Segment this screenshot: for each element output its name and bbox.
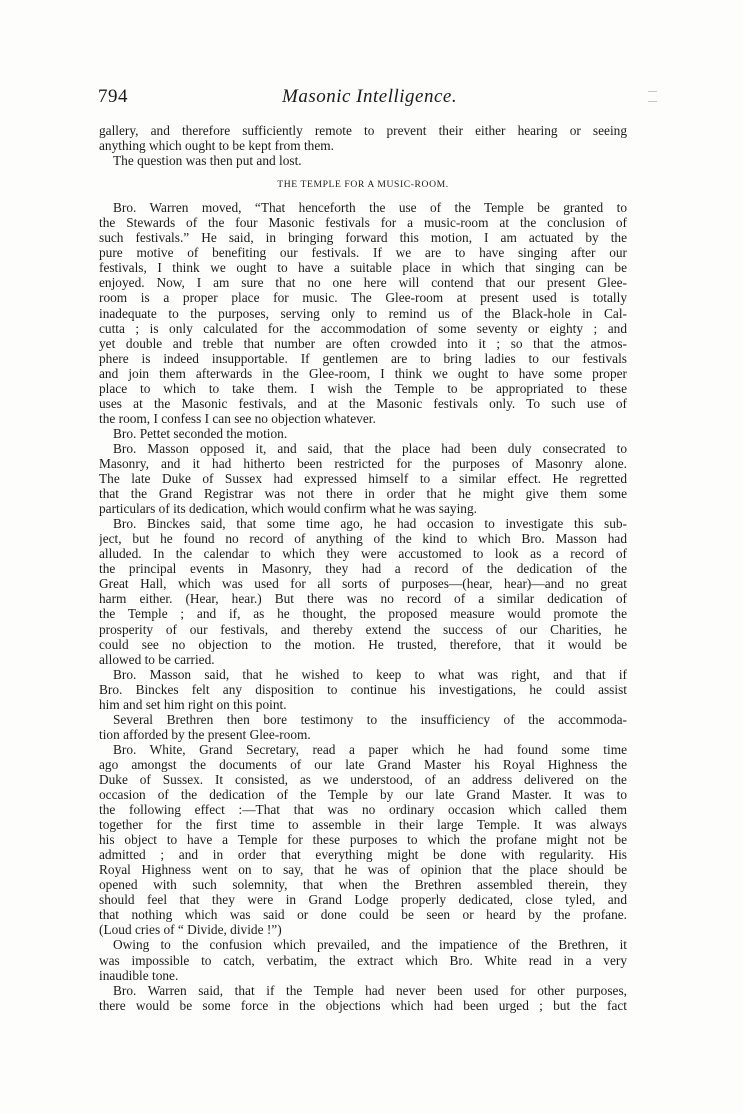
text-line: the room, I confess I can see no objection whatever. [99, 410, 376, 426]
article-body [99, 123, 627, 1013]
text-line: yet double and treble that number are often crowded into it ; so that the atmos- [99, 335, 627, 351]
text-line: gallery, and therefore sufficiently remote to prevent their either hearing or seeing [99, 123, 627, 138]
text-line: such festivals.” He said, in bringing forward this motion, I am actuated by the [99, 230, 627, 246]
text-line: harm either. (Hear, hear.) But there was no record of a similar dedication of [99, 591, 627, 607]
page-number: 794 [98, 86, 128, 107]
page-header [98, 86, 658, 110]
text-line: Royal Highness went on to say, that he was of opinion that the place should be [99, 862, 627, 878]
text-line: enjoyed. Now, I am sure that no one here will contend that our present Glee- [99, 275, 627, 291]
text-line: the principal events in Masonry, they had a record of the dedication of the [99, 561, 627, 577]
text-line: that nothing which was said or done could be seen or heard by the profane. [99, 907, 627, 923]
text-line: and join them afterwards in the Glee-room, I think we ought to have some proper [99, 365, 627, 381]
text-line: him and set him right on this point. [99, 696, 287, 712]
text-line: prosperity of our festivals, and thereby extend the success of our Charities, he [99, 621, 627, 637]
text-line: The late Duke of Sussex had expressed himself to a similar effect. He regretted [99, 471, 627, 487]
text-line: Bro. Pettet seconded the motion. [113, 425, 288, 441]
text-line: Great Hall, which was used for all sorts of purposes—(hear, hear)—and no great [99, 576, 627, 592]
text-line: the Temple ; and if, as he thought, the proposed measure would promote the [99, 606, 627, 622]
text-line: ago amongst the documents of our late Grand Master his Royal Highness the [99, 756, 627, 772]
text-line: (Loud cries of “ Divide, divide !”) [99, 922, 282, 938]
text-line: inadequate to the purposes, serving only to remind us of the Black-hole in Cal- [99, 305, 627, 321]
text-line: Bro. Warren moved, “That henceforth the use of the Temple be granted to [113, 200, 627, 216]
text-line: uses at the Masonic festivals, and at the Masonic festivals only. To such use of [99, 395, 627, 411]
text-line: Bro. Warren said, that if the Temple had never been used for other purposes, [113, 982, 627, 998]
text-line: Bro. White, Grand Secretary, read a paper which he had found some time [113, 741, 627, 757]
text-line: occasion of the dedication of the Temple by our late Grand Master. It was to [99, 787, 627, 803]
text-line: Several Brethren then bore testimony to the insufficiency of the accommoda- [113, 711, 627, 727]
text-line: The question was then put and lost. [113, 153, 302, 169]
text-line: place to which to take them. I wish the Temple to be appropriated to these [99, 380, 627, 396]
text-line: alluded. In the calendar to which they were accustomed to look as a record of [99, 546, 627, 562]
text-line: inaudible tone. [99, 967, 179, 983]
text-line: the following effect :—That that was no ordinary occasion which called them [99, 802, 627, 818]
section-heading: THE TEMPLE FOR A MUSIC-ROOM. [277, 179, 449, 191]
text-line: could see no objection to the motion. He trusted, therefore, that it would be [99, 636, 627, 652]
text-line: Bro. Masson opposed it, and said, that the place had been duly consecrated to [113, 440, 627, 456]
text-line: should feel that they were in Grand Lodge properly dedicated, close tyled, and [99, 892, 627, 908]
running-title: Masonic Intelligence. [282, 86, 458, 107]
text-line: Bro. Binckes said, that some time ago, he had occasion to investigate this sub- [113, 516, 627, 532]
text-line: admitted ; and in order that everything might be done with regularity. His [99, 847, 627, 863]
text-line: cutta ; is only calculated for the accommodation of some seventy or eighty ; and [99, 320, 627, 336]
text-line: anything which ought to be kept from them. [99, 138, 334, 154]
text-line: allowed to be carried. [99, 651, 215, 667]
text-line: room is a proper place for music. The Glee-room at present used is totally [99, 290, 627, 306]
text-line: that the Grand Registrar was not there in order that he might give them some [99, 486, 627, 502]
text-line: ject, but he found no record of anything of the kind to which Bro. Masson had [99, 531, 627, 547]
header-mark: — — [648, 86, 657, 106]
text-line: Bro. Masson said, that he wished to keep to what was right, and that if [113, 666, 627, 682]
text-line: tion afforded by the present Glee-room. [99, 726, 311, 742]
text-line: opened with such solemnity, that when the Brethren assembled therein, they [99, 877, 627, 893]
text-line: Bro. Binckes felt any disposition to continue his investigations, he could assist [99, 681, 627, 697]
text-line: was impossible to catch, verbatim, the extract which Bro. White read in a very [99, 952, 627, 968]
text-line: the Stewards of the four Masonic festivals for a music-room at the conclusion of [99, 215, 627, 231]
text-line: there would be some force in the objections which had been urged ; but the fact [99, 997, 627, 1013]
text-line: Owing to the confusion which prevailed, and the impatience of the Brethren, it [113, 937, 627, 953]
text-line: phere is indeed insupportable. If gentlemen are to bring ladies to our festivals [99, 350, 627, 366]
text-line: particulars of its dedication, which would confirm what he was saying. [99, 501, 477, 517]
text-line: Duke of Sussex. It consisted, as we understood, of an address delivered on the [99, 771, 627, 787]
text-line: Masonry, and it had hitherto been restricted for the purposes of Masonry alone. [99, 455, 627, 471]
text-line: his object to have a Temple for these purposes to which the profane might not be [99, 832, 627, 848]
text-line: together for the first time to assemble in their large Temple. It was always [99, 817, 627, 833]
text-line: festivals, I think we ought to have a suitable place in which that singing can be [99, 260, 627, 276]
text-line: pure motive of benefiting our festivals. If we are to have singing after our [99, 245, 627, 261]
